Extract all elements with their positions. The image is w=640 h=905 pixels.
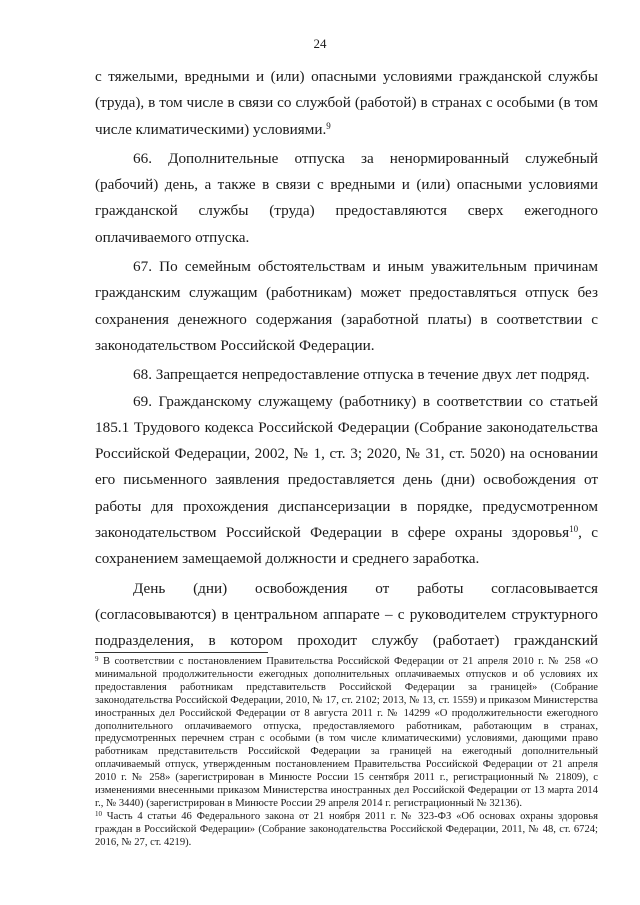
body-text [95,64,598,655]
paragraph-text: 69. Гражданскому служащему (работнику) в соответствии со статьей 185.1 Трудового кодекса Российской Федерации (Собрание законодательства Российской Федерации, 2002, № 1, ст. 3; 2020, № 31, ст. 5020) на основании его письменного заявления предоставляется день (дни) освобождения от работы для прохождения диспансеризации в порядке, предусмотренном законодательством Российской Федерации в сфере охраны здоровья [95,392,598,542]
footnote-ref-10: 10 [569,524,579,535]
page-number: 24 [313,36,327,51]
paragraph-text: с тяжелыми, вредными и (или) опасными условиями гражданской службы (труда), в том числе в связи со службой (работой) в странах с особыми (в том числе климатическими) условиями. [95,68,598,138]
footnote-10 [95,811,598,850]
footnotes [95,656,598,850]
footnote-divider [95,652,268,653]
paragraph-release-day: День (дни) освобождения от работы согласовывается (согласовываются) в центральном аппарате – с руководителем структурного подразделения, в котором проходит службу (работает) гражданский [95,579,598,650]
paragraph-66: 66. Дополнительные отпуска за ненормированный служебный (рабочий) день, а также в связи с вредными и (или) опасными условиями гражданской службы (труда) предоставляются сверх ежегодного оплачиваемого отпуска. [95,149,598,246]
paragraph-68: 68. Запрещается непредоставление отпуска в течение двух лет подряд. [133,366,590,384]
footnote-text: В соответствии с постановлением Правительства Российской Федерации от 21 апреля 2010 г. № 258 «О минимальной продолжительности ежегодных дополнительных оплачиваемых отпусков и об условиях их предоставления работникам представительств Российской Федерации за границей» (Собрание законодательства Российской Федерации, 2010, № 17, ст. 2102; 2013, № 13, ст. 1559) и приказом Министерства иностранных дел Российской Федерации от 8 августа 2011 г. № 14299 «О продолжительности ежегодного дополнительного оплачиваемого отпуска, предоставляемого работникам, работающим в странах, предусмотренных перечнем стран с особыми (в том числе климатическими) условиями, дающими право работникам представительств Российской Федерации за границей на ежегодный дополнительный оплачиваемый отпуск, утвержденным постановлением Правительства Российской Федерации от 21 апреля 2010 г. № 258» (зарегистрирован в Минюсте России 15 сентября 2011 г., регистрационный № 21809), с изменениями внесенными приказом Министерства иностранных дел Российской Федерации от 13 марта 2014 г., № 3440) (зарегистрирован в Минюсте России 29 апреля 2014 г. регистрационный № 32136). [95,656,598,809]
footnote-mark: 10 [95,809,102,818]
footnote-mark: 9 [95,655,99,663]
paragraph-69 [95,389,598,573]
footnote-ref-9: 9 [326,120,331,131]
footnote-9 [95,656,598,811]
paragraph-67: 67. По семейным обстоятельствам и иным уважительным причинам гражданским служащим (работникам) может предоставляться отпуск без сохранения денежного содержания (заработной платы) в соответствии с законодательством Российской Федерации. [95,258,598,354]
footnote-text: Часть 4 статьи 46 Федерального закона от 21 ноября 2011 г. № 323-ФЗ «Об основах охраны здоровья граждан в Российской Федерации» (Собрание законодательства Российской Федерации, 2011, № 48, ст. 6724; 2016, № 27, ст. 4219). [95,810,598,848]
paragraph-text-tail: , с сохранением замещаемой должности и среднего заработка. [95,524,598,568]
paragraph-continuation [95,64,598,143]
